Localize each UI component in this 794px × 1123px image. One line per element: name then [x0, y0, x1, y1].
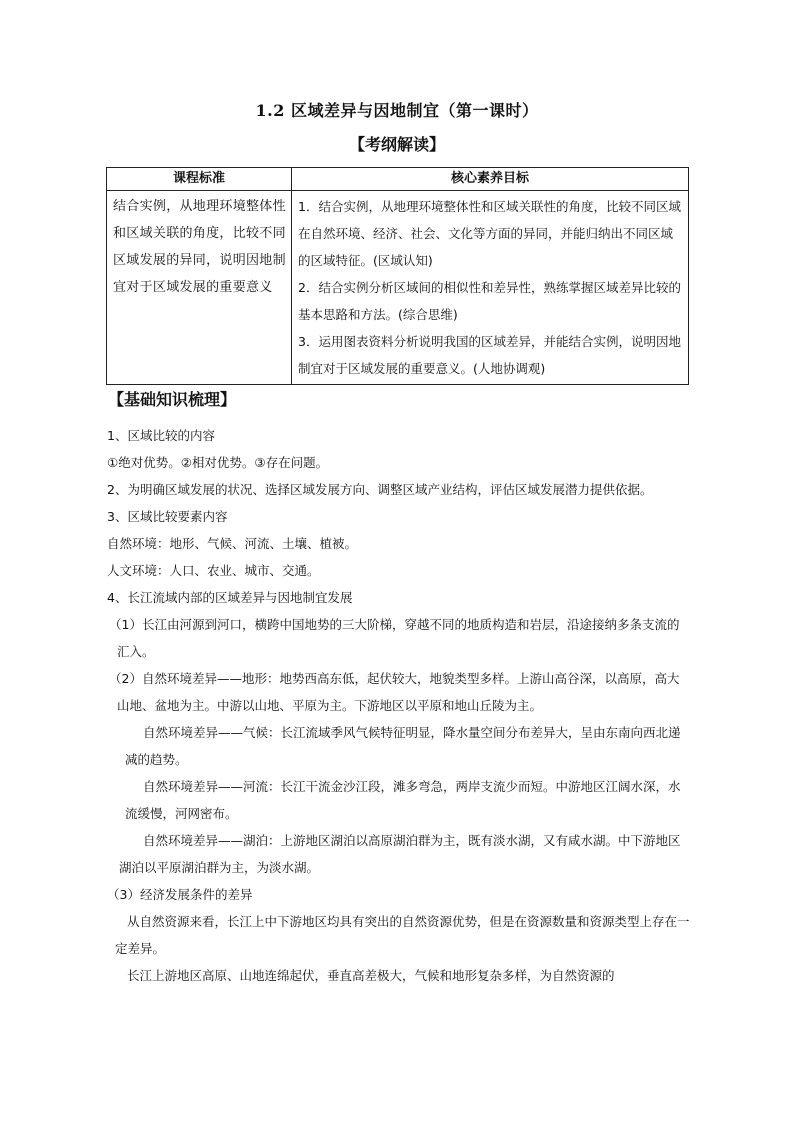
paragraph: 长江上游地区高原、山地连绵起伏，垂直高差极大，气候和地形复杂多样，为自然资源的	[127, 968, 615, 983]
paragraph: （1）长江由河源到河口，横跨中国地势的三大阶梯，穿越不同的地质构造和岩层，沿途接纳多条支流的汇入。	[109, 617, 680, 659]
paragraph: 2、为明确区域发展的状况、选择区域发展方向、调整区域产业结构，评估区域发展潜力提供依据。	[107, 482, 653, 497]
paragraph: 1、区域比较的内容	[107, 428, 215, 443]
paragraph: 从自然资源来看，长江上中下游地区均具有突出的自然资源优势，但是在资源数量和资源类型上存在一定差异。	[115, 914, 690, 956]
exam-outline-heading: 【考纲解读】	[348, 135, 445, 154]
table-row	[107, 191, 689, 385]
goal-item: 3．运用图表资料分析说明我国的区域差异，并能结合实例，说明因地制宜对于区域发展的重要意义。(人地协调观)	[298, 334, 681, 376]
paragraph: 4、长江流域内部的区域差异与因地制宜发展	[107, 590, 353, 605]
core-goals-cell	[292, 191, 689, 385]
goal-item: 2．结合实例分析区域间的相似性和差异性，熟练掌握区域差异比较的基本思路和方法。(综合思维)	[298, 280, 681, 322]
paragraph: 3、区域比较要素内容	[107, 509, 228, 524]
header-core-literacy-goals: 核心素养目标	[292, 168, 689, 191]
paragraph: 自然环境差异——河流：长江干流金沙江段，滩多弯急，两岸支流少而短。中游地区江阔水深，水流缓慢，河网密布。	[125, 779, 681, 821]
curriculum-standard-cell: 结合实例，从地理环境整体性和区域关联的角度，比较不同区域发展的异同，说明因地制宜对于区域发展的重要意义	[107, 191, 292, 385]
paragraph: 自然环境：地形、气候、河流、土壤、植被。	[107, 536, 358, 551]
document-title: 1.2 区域差异与因地制宜（第一课时）	[255, 101, 539, 120]
paragraph: 人文环境：人口、农业、城市、交通。	[107, 563, 320, 578]
paragraph: （3）经济发展条件的差异	[107, 887, 253, 902]
header-curriculum-standard: 课程标准	[107, 168, 292, 191]
knowledge-body	[107, 422, 691, 989]
paragraph: （2）自然环境差异——地形：地势西高东低，起伏较大，地貌类型多样。上游山高谷深，以高原，高大山地、盆地为主。中游以山地、平原为主。下游地区以平原和地山丘陵为主。	[109, 671, 680, 713]
paragraph: 自然环境差异——湖泊：上游地区湖泊以高原湖泊群为主，既有淡水湖，又有咸水湖。中下游地区湖泊以平原湖泊群为主，为淡水湖。	[119, 833, 681, 875]
curriculum-table	[106, 167, 689, 385]
goal-item: 1．结合实例，从地理环境整体性和区域关联性的角度，比较不同区域在自然环境、经济、社会、文化等方面的异同，并能归纳出不同区域的区域特征。(区域认知)	[298, 199, 681, 268]
paragraph: ①绝对优势。②相对优势。③存在问题。	[107, 455, 329, 470]
paragraph: 自然环境差异——气候：长江流域季风气候特征明显，降水量空间分布差异大，呈由东南向西北递减的趋势。	[125, 725, 681, 767]
table-header-row	[107, 168, 689, 191]
basic-knowledge-heading: 【基础知识梳理】	[108, 390, 237, 409]
